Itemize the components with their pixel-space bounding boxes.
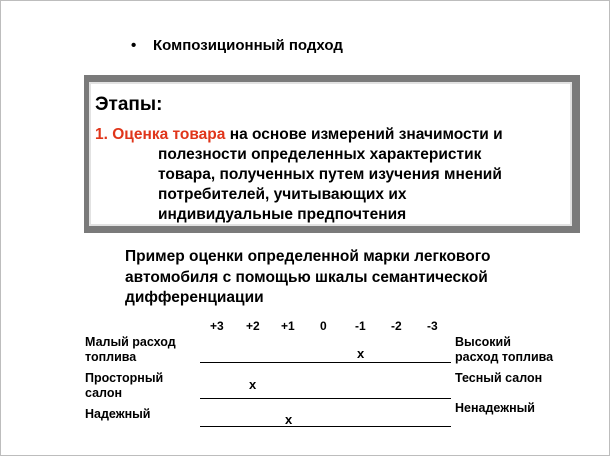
label-line: Тесный салон — [455, 371, 543, 385]
bullet-text: Композиционный подход — [153, 37, 343, 54]
scale-line — [200, 398, 451, 399]
scale-line — [200, 362, 451, 363]
row-left-label — [85, 335, 176, 365]
row-right-label — [455, 401, 535, 416]
row-right-label — [455, 335, 553, 365]
label-line: топлива — [85, 350, 137, 364]
row-left-label — [85, 407, 150, 422]
scale-mark: x — [357, 346, 365, 361]
bullet-item — [131, 37, 343, 54]
step-continuation-line: индивидуальные предпочтения — [158, 206, 407, 223]
step-number: 1. — [95, 126, 108, 143]
step-continuation-line: потребителей, учитывающих их — [158, 186, 407, 203]
row-left-label — [85, 371, 163, 401]
scale-point: +3 — [210, 319, 224, 333]
label-line: Просторный — [85, 371, 164, 385]
step-1 — [95, 125, 565, 225]
label-line: Малый расход — [85, 335, 176, 349]
scale-line — [200, 426, 451, 427]
step-highlight: Оценка товара — [112, 126, 226, 143]
scale-point: -1 — [355, 319, 366, 333]
example-caption — [125, 247, 545, 309]
label-line: салон — [85, 386, 123, 400]
scale-point: +2 — [246, 319, 260, 333]
scale-point: -3 — [427, 319, 438, 333]
example-line: Пример оценки определенной марки легкового — [125, 248, 491, 265]
example-line: автомобиля с помощью шкалы семантической — [125, 268, 488, 286]
scale-mark: x — [249, 377, 257, 392]
stages-title: Этапы: — [95, 94, 163, 115]
step-continuation-line: полезности определенных характеристик — [158, 146, 482, 163]
label-line: Надежный — [85, 407, 151, 421]
scale-point: 0 — [320, 319, 327, 333]
scale-mark: x — [285, 412, 293, 427]
step-text: на основе измерений значимости и — [229, 126, 503, 143]
scale-point: -2 — [391, 319, 402, 333]
example-line: дифференциации — [125, 289, 264, 306]
label-line: Высокий — [455, 335, 511, 349]
step-continuation-line: товара, полученных путем изучения мнений — [158, 166, 502, 183]
stages-box — [89, 82, 572, 226]
label-line: Ненадежный — [455, 401, 535, 415]
row-right-label — [455, 371, 542, 386]
label-line: расход топлива — [455, 350, 554, 364]
scale-point: +1 — [281, 319, 295, 333]
bullet-dot-icon: • — [131, 37, 137, 54]
